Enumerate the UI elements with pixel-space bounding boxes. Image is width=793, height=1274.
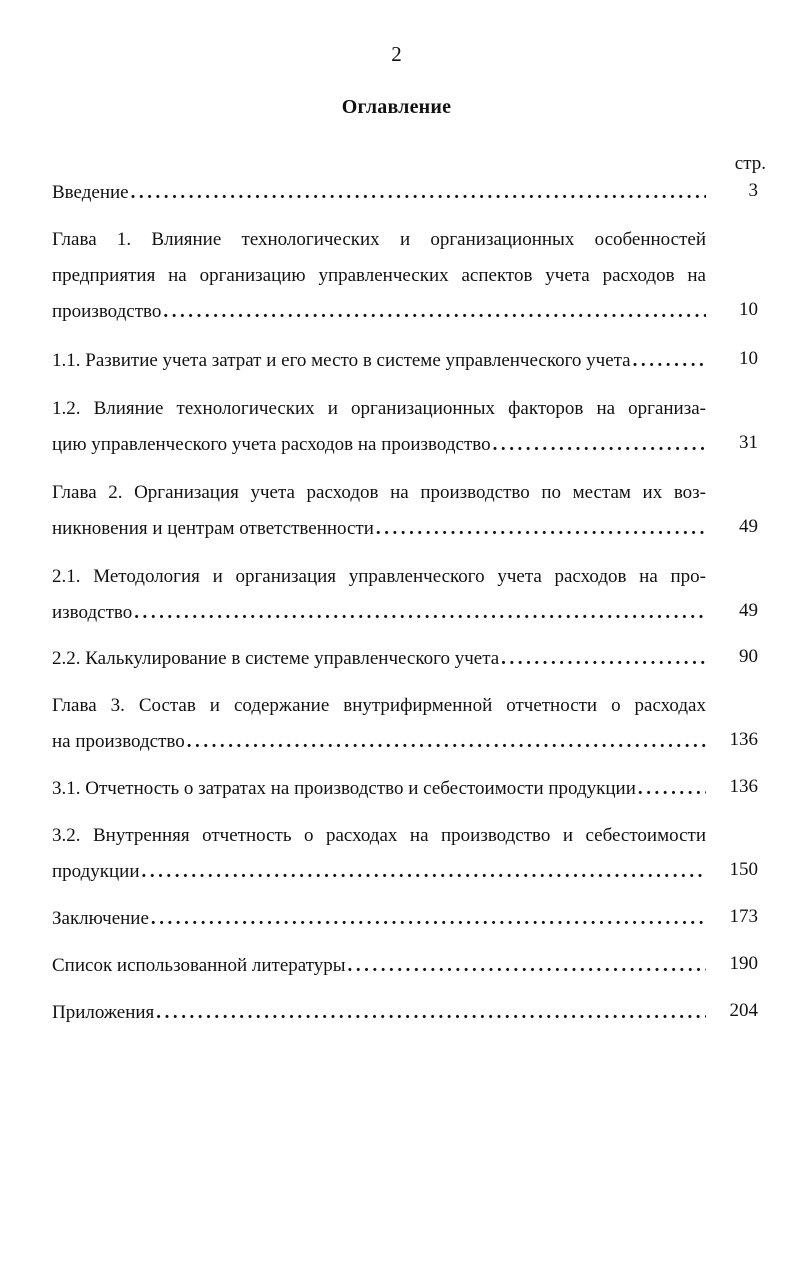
toc-entry	[52, 343, 768, 379]
toc-entry-line: 3.2. Внутренняя отчетность о расходах на производство и себестоимости	[52, 825, 706, 846]
toc-entry-line: предприятия на организацию управленческих аспектов учета расходов на	[52, 265, 706, 286]
dot-leader	[493, 427, 706, 463]
page-column-label: стр.	[734, 153, 766, 174]
toc-entry-page: 49	[739, 600, 758, 621]
toc-entry-page: 31	[739, 432, 758, 453]
dot-leader	[163, 294, 706, 330]
toc-entry	[52, 641, 768, 677]
dot-leader	[376, 511, 706, 547]
toc-entry-page: 90	[739, 646, 758, 667]
toc-entry-title: продукции	[52, 861, 140, 882]
toc-entry-page: 150	[729, 859, 758, 880]
toc-entry-page: 10	[739, 299, 758, 320]
toc-entry	[52, 995, 768, 1031]
toc-entry-line: 1.2. Влияние технологических и организационных факторов на организа-	[52, 398, 706, 419]
toc-entry	[52, 688, 768, 760]
toc-entry	[52, 559, 768, 631]
toc-entry-title: 3.1. Отчетность о затратах на производство и себестоимости продукции	[52, 778, 636, 799]
dot-leader	[134, 595, 706, 631]
dot-leader	[501, 641, 706, 677]
toc-entry-line: Глава 2. Организация учета расходов на производство по местам их воз-	[52, 482, 706, 503]
toc-entry-page: 10	[739, 348, 758, 369]
toc-entry-page: 173	[729, 906, 758, 927]
dot-leader	[151, 901, 706, 937]
toc-entry	[52, 948, 768, 984]
toc-entry-page: 190	[729, 953, 758, 974]
toc-entry	[52, 818, 768, 890]
dot-leader	[348, 948, 706, 984]
dot-leader	[638, 771, 706, 807]
toc-entry	[52, 475, 768, 547]
toc-entry-page: 136	[729, 776, 758, 797]
toc-entry-page: 3	[748, 180, 758, 201]
page-title: Оглавление	[341, 96, 452, 118]
toc-entry	[52, 222, 768, 330]
toc-entry-title: Приложения	[52, 1002, 155, 1023]
toc-entry-line: Глава 3. Состав и содержание внутрифирменной отчетности о расходах	[52, 695, 706, 716]
toc-entry	[52, 175, 768, 211]
toc-entry	[52, 901, 768, 937]
toc-entry-page: 49	[739, 516, 758, 537]
dot-leader	[131, 175, 706, 211]
toc-entry-page: 136	[729, 729, 758, 750]
toc-entry-title: никновения и центрам ответственности	[52, 518, 374, 539]
toc-entry-page: 204	[729, 1000, 758, 1021]
toc-entry-line: Глава 1. Влияние технологических и организационных особенностей	[52, 229, 706, 250]
toc-entry	[52, 771, 768, 807]
page-number: 2	[391, 42, 402, 66]
dot-leader	[156, 995, 706, 1031]
dot-leader	[633, 343, 706, 379]
toc-entry-title: 2.2. Калькулирование в системе управленческого учета	[52, 648, 500, 669]
toc-entry	[52, 391, 768, 463]
toc-entry-title: 1.1. Развитие учета затрат и его место в системе управленческого учета	[52, 350, 631, 371]
toc-entry-title: цию управленческого учета расходов на производство	[52, 434, 491, 455]
toc-entry-title: производство	[52, 301, 162, 322]
toc-entry-title: Список использованной литературы	[52, 955, 346, 976]
toc-entry-line: 2.1. Методология и организация управленческого учета расходов на про-	[52, 566, 706, 587]
dot-leader	[187, 724, 706, 760]
toc-entry-title: Введение	[52, 182, 129, 203]
toc-entry-title: на производство	[52, 731, 185, 752]
dot-leader	[142, 854, 706, 890]
toc-entry-title: изводство	[52, 602, 133, 623]
toc-entry-title: Заключение	[52, 908, 149, 929]
